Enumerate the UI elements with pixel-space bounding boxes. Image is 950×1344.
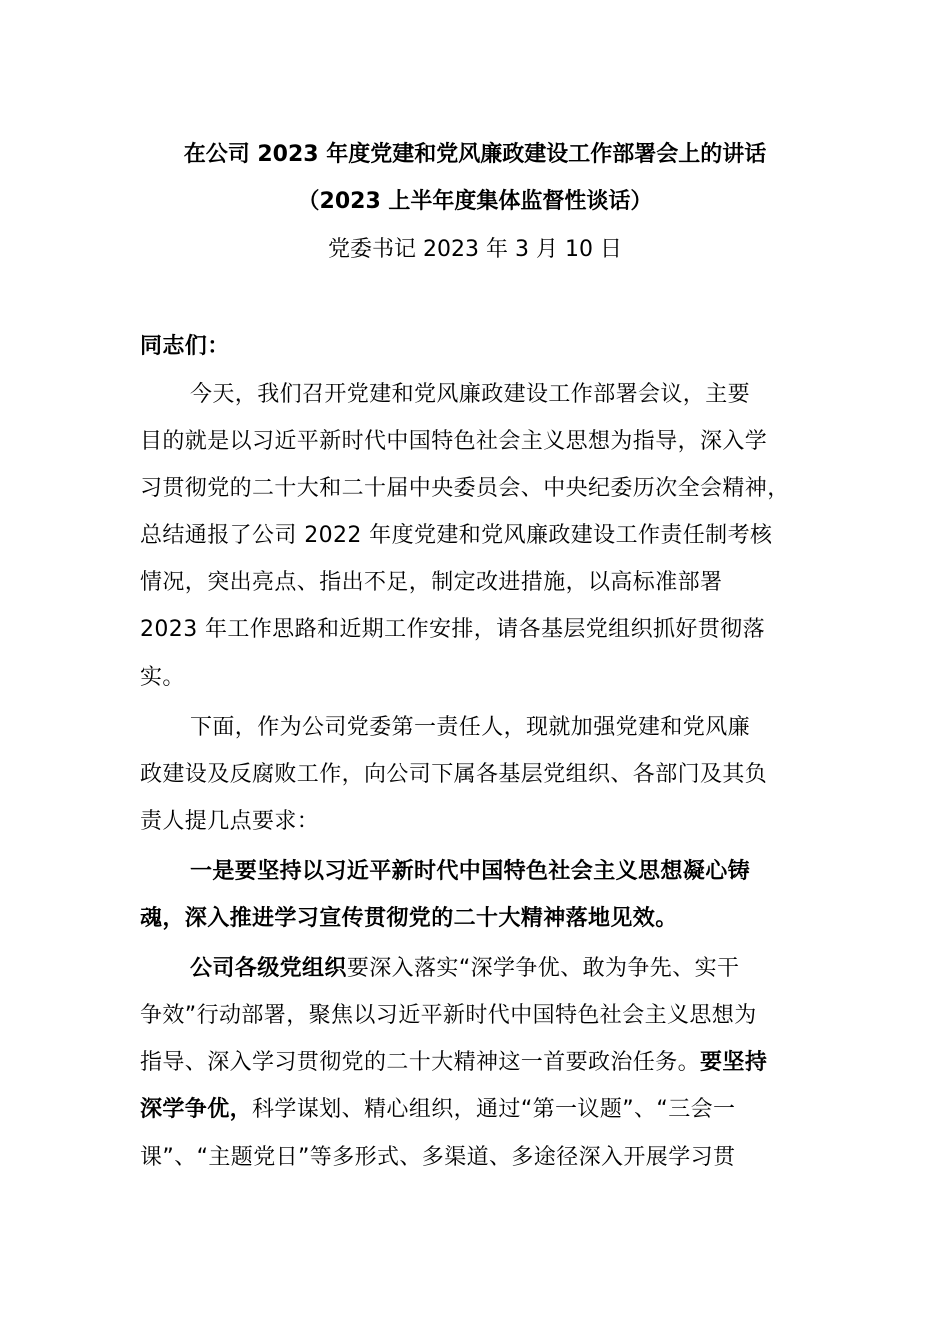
paragraph-line: 总结通报了公司 2022 年度党建和党风廉政建设工作责任制考核: [140, 523, 773, 548]
paragraph-line: 情况，突出亮点、指出不足，制定改进措施，以高标准部署: [140, 570, 723, 595]
paragraph-text: 科学谋划、精心组织，通过“第一议题”、“三会一: [252, 1097, 736, 1122]
paragraph-line: 政建设及反腐败工作，向公司下属各基层党组织、各部门及其负: [140, 762, 768, 787]
section-heading-line: 魂，深入推进学习宣传贯彻党的二十大精神落地见效。: [140, 906, 678, 931]
bold-lead: 公司各级党组织: [190, 956, 347, 981]
bold-lead: 要坚持: [700, 1050, 768, 1075]
paragraph-line: 今天，我们召开党建和党风廉政建设工作部署会议，主要: [190, 382, 751, 407]
paragraph-line: 实。: [140, 665, 185, 690]
paragraph-line: 课”、“主题党日”等多形式、多渠道、多途径深入开展学习贯: [140, 1145, 736, 1170]
paragraph-text: 指导、深入学习贯彻党的二十大精神这一首要政治任务。: [140, 1050, 701, 1075]
paragraph-line: [140, 1095, 735, 1125]
section-heading-line: 一是要坚持以习近平新时代中国特色社会主义思想凝心铸: [190, 859, 751, 884]
paragraph-line: 责人提几点要求：: [140, 809, 320, 834]
salutation: 同志们：: [140, 334, 230, 359]
paragraph-line: 目的就是以习近平新时代中国特色社会主义思想为指导，深入学: [140, 429, 768, 454]
paragraph-line: [140, 1048, 767, 1078]
document-title: 在公司 2023 年度党建和党风廉政建设工作部署会上的讲话: [183, 142, 767, 167]
paragraph-line: [190, 954, 739, 984]
document-subtitle: （2023 上半年度集体监督性谈话）: [297, 189, 653, 214]
paragraph-line: 争效”行动部署，聚焦以习近平新时代中国特色社会主义思想为: [140, 1003, 757, 1028]
paragraph-text: 要深入落实“深学争优、敢为争先、实干: [346, 956, 740, 981]
bold-lead: 深学争优，: [140, 1097, 253, 1122]
paragraph-line: 2023 年工作思路和近期工作安排，请各基层党组织抓好贯彻落: [140, 617, 765, 642]
paragraph-line: 下面，作为公司党委第一责任人，现就加强党建和党风廉: [190, 715, 751, 740]
document-byline: 党委书记 2023 年 3 月 10 日: [328, 237, 622, 262]
paragraph-line: 习贯彻党的二十大和二十届中央委员会、中央纪委历次全会精神，: [140, 476, 790, 501]
